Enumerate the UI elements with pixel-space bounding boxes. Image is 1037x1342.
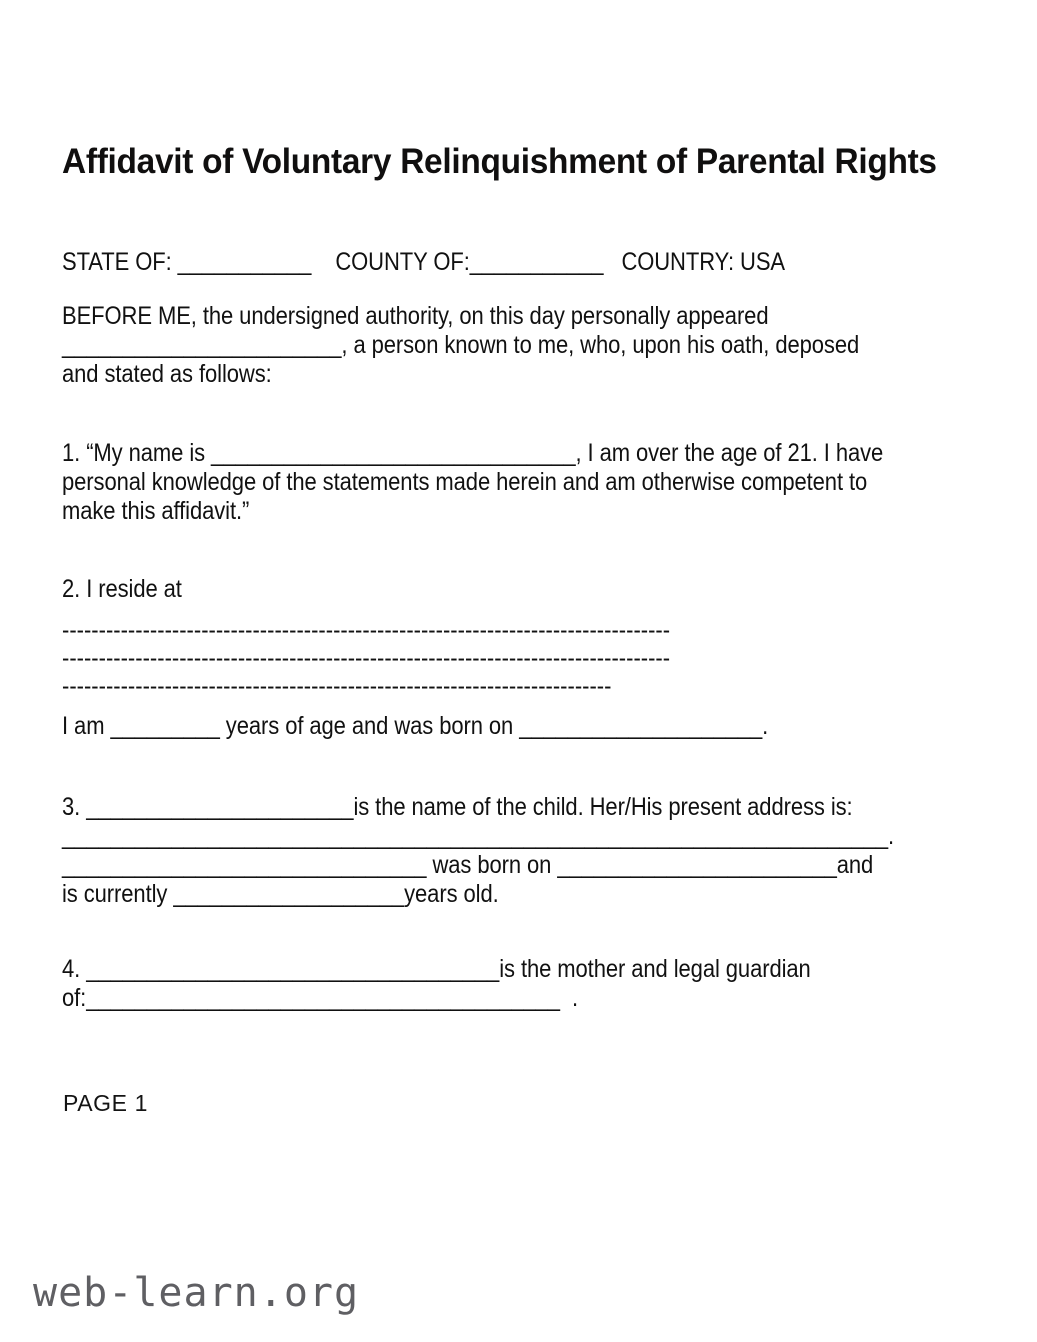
item-2-heading — [62, 575, 1004, 604]
item-1-paragraph — [62, 439, 1004, 526]
page-title: Affidavit of Voluntary Relinquishment of Parental Rights — [62, 142, 937, 182]
jurisdiction-line — [62, 248, 1004, 277]
item-2-address-rules — [62, 616, 1004, 700]
address-rule-2: ----------------------------------------------------------------------------------- — [62, 644, 671, 672]
jurisdiction-text: STATE OF: ___________ COUNTY OF:___________ COUNTRY: USA — [62, 248, 786, 276]
item-3-line-1: 3. ______________________is the name of the child. Her/His present address is: — [62, 793, 853, 821]
age-birth-text: I am _________ years of age and was born on ____________________. — [62, 712, 769, 740]
item-4-paragraph — [62, 955, 1004, 1013]
item-4-line-2: of:_______________________________________ . — [62, 984, 579, 1012]
item-1-line-2: personal knowledge of the statements made herein and am otherwise competent to — [62, 468, 868, 496]
item-1-line-3: make this affidavit.” — [62, 497, 250, 525]
item-2-line-1: 2. I reside at — [62, 575, 182, 603]
item-4-line-1: 4. __________________________________is the mother and legal guardian — [62, 955, 811, 983]
item-2-age-line — [62, 712, 1004, 741]
address-rule-1: ----------------------------------------------------------------------------------- — [62, 616, 671, 644]
before-me-line-2: _______________________, a person known to me, who, upon his oath, deposed — [62, 331, 860, 359]
item-3-line-3: ______________________________ was born on _______________________and — [62, 851, 874, 879]
item-3-line-2: ____________________________________________________________________. — [62, 822, 895, 850]
address-rule-3: --------------------------------------------------------------------------- — [62, 672, 612, 700]
item-3-paragraph — [62, 793, 1004, 909]
before-me-paragraph — [62, 302, 1004, 389]
item-1-line-1: 1. “My name is ______________________________, I am over the age of 21. I have — [62, 439, 884, 467]
before-me-line-1: BEFORE ME, the undersigned authority, on this day personally appeared — [62, 302, 769, 330]
item-3-line-4: is currently ___________________years old. — [62, 880, 499, 908]
site-watermark: web-learn.org — [33, 1270, 360, 1316]
page-number-label: PAGE 1 — [63, 1090, 148, 1116]
before-me-line-3: and stated as follows: — [62, 360, 272, 388]
